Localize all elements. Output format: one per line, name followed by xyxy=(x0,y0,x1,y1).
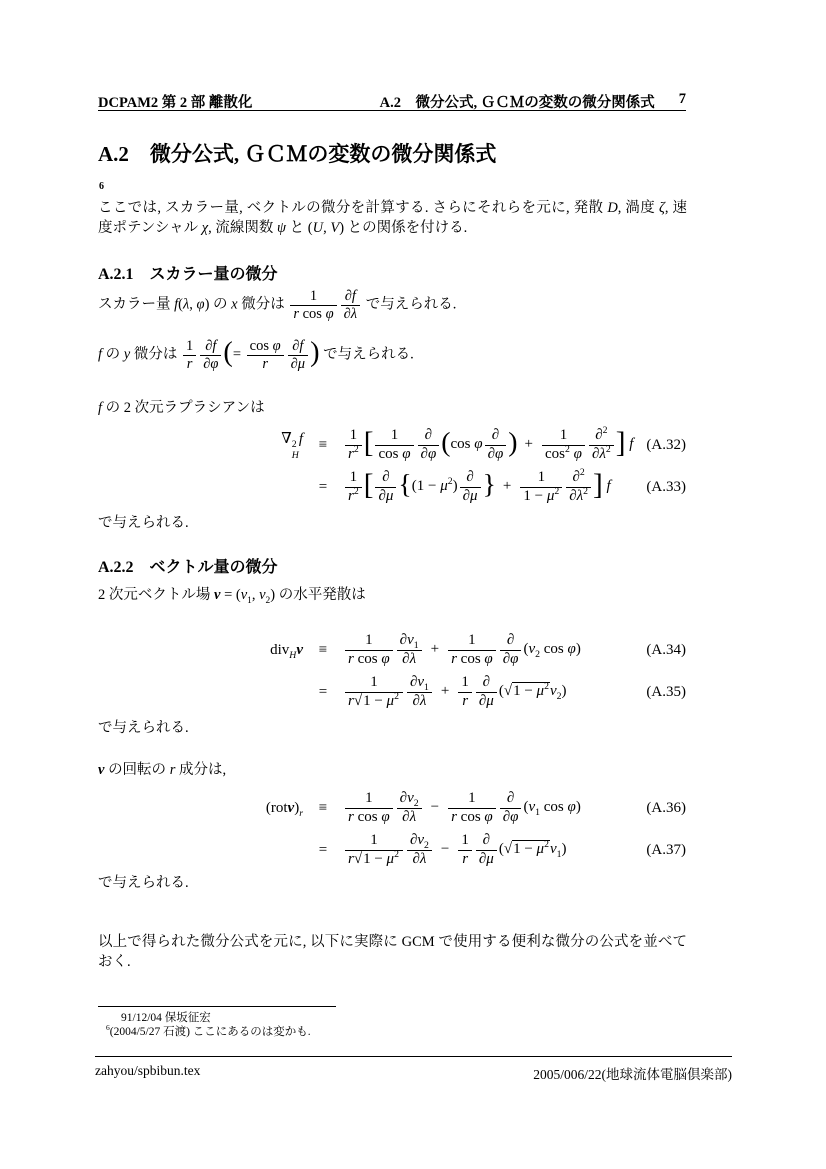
equation-number: (A.36) xyxy=(646,799,686,816)
header-right-group xyxy=(380,91,686,112)
section-title: A.2 微分公式, ＧＣＭの変数の微分関係式 xyxy=(98,142,497,166)
equation-number: (A.37) xyxy=(646,841,686,858)
footer-rule xyxy=(95,1056,732,1057)
header-left-title: DCPAM2 第 2 部 離散化 xyxy=(98,95,253,111)
equation-group-rotation xyxy=(98,787,686,871)
paragraph-divergence-intro: 2 次元ベクトル場 $v = (v_1$, $v_2$) の水平発散は xyxy=(98,587,366,606)
footnote-marker: 6 xyxy=(99,181,104,192)
paragraph-laplacian-intro: f の 2 次元ラプラシアンは xyxy=(98,400,265,416)
header-section-title: A.2 微分公式, ＧＣＭの変数の微分関係式 xyxy=(379,95,655,111)
equation-lhs: $(rotv)_r$ xyxy=(265,799,303,819)
paragraph-given-3: で与えられる. xyxy=(98,875,189,891)
subsection-heading-scalar: A.2.1 スカラー量の微分 xyxy=(98,266,278,283)
equation-relation: ≡ xyxy=(318,799,328,816)
paragraph-given-1: で与えられる. xyxy=(98,515,189,531)
intro-paragraph: ここでは, スカラー量, ベクトルの微分を計算する. さらにそれらを元に, 発散 D, 渦度 ζ, 速度ポテンシャル χ, 流線関数 ψ と (U, V) との関係を付ける. xyxy=(98,200,688,236)
equation-group-laplacian xyxy=(98,424,686,508)
page-footer xyxy=(95,1063,732,1083)
equation-number: (A.32) xyxy=(646,436,686,453)
equation-rhs: $\frac{1}{r^2}$ [ $\frac{1}{\text{cos φ}}$ ∂ ∂φ (cos φ ∂ ∂φ ) + $\frac{1}{\cos^2 \varphi}$ $\frac{\partial^2}{\partial\lambda^2}$ ] f xyxy=(343,427,646,463)
page-header xyxy=(98,91,686,112)
footnote-line-1: 91/12/04 保坂征宏 xyxy=(121,1012,211,1024)
equation-relation: = xyxy=(318,841,328,858)
equation-row-a37 xyxy=(98,829,686,871)
paragraph-rotation-intro: v の回転の r 成分は, xyxy=(98,762,227,778)
equation-number: (A.35) xyxy=(646,683,686,700)
equation-number: (A.34) xyxy=(646,641,686,658)
paragraph-scalar-y-derivative: f の y 微分は $\frac{1}{r}$ $\frac{\partial f}{\partial\varphi}$ (= $\frac{\text{cos φ}}{r}$ $\frac{\partial f}{\partial\mu}$ ) で与えられる. xyxy=(98,337,414,372)
equation-number: (A.33) xyxy=(646,478,686,495)
equation-relation: ≡ xyxy=(318,641,328,658)
footnote-line-2: $^6$(2004/5/27 石渡) ここにあるのは変かも. xyxy=(106,1023,311,1038)
equation-lhs: div$_H$v xyxy=(270,641,303,661)
equation-rhs: $\frac{1}{\text{r cos φ}}$ $\frac{\partial v_1}{\partial\lambda}$ + $\frac{1}{\text{r cos φ}}$ ∂ ∂φ ($v_2$ cos φ) xyxy=(343,632,646,668)
paragraph-given-2: で与えられる. xyxy=(98,720,189,736)
equation-relation: = xyxy=(318,478,328,495)
footer-filename: zahyou/spbibun.tex xyxy=(95,1063,201,1078)
equation-rhs: $\frac{1}{\text{r cos φ}}$ $\frac{\partial v_2}{\partial\lambda}$ − $\frac{1}{\text{r cos φ}}$ ∂ ∂φ ($v_1$ cos φ) xyxy=(343,790,646,826)
paragraph-scalar-x-derivative: スカラー量 f(λ, φ) の x 微分は $\frac{1}{\text{r cos φ}}$ $\frac{\partial f}{\partial\lambda}$ で与えられる. xyxy=(98,288,457,322)
equation-row-a34 xyxy=(98,629,686,671)
equation-rhs: $\frac{1}{r√1 - \mu^2}$ $\frac{\partial v_2}{\partial\lambda}$ − $\frac{1}{r}$ ∂ ∂μ $(√1 - \mu^2v_1)$ xyxy=(343,832,646,868)
equation-relation: = xyxy=(318,683,328,700)
closing-paragraph: 以上で得られた微分公式を元に, 以下に実際に GCM で使用する便利な微分の公式を並べておく. xyxy=(98,934,687,970)
equation-row-a36 xyxy=(98,787,686,829)
subsection-heading-vector: A.2.2 ベクトル量の微分 xyxy=(98,559,278,576)
equation-row-a33 xyxy=(98,466,686,508)
equation-relation: ≡ xyxy=(318,436,328,453)
equation-row-a35 xyxy=(98,671,686,713)
header-rule xyxy=(98,110,686,111)
equation-row-a32 xyxy=(98,424,686,466)
footer-date-credit: 2005/006/22(地球流体電脳倶楽部) xyxy=(533,1067,732,1082)
equation-lhs: ∇ 2 H f xyxy=(281,430,303,461)
footnote-rule xyxy=(98,1006,336,1007)
equation-rhs: $\frac{1}{r^2}$ [ ∂ ∂μ {$(1 - \mu^2)$ ∂ ∂μ } + $\frac{1}{1 - \mu^2}$ $\frac{\partial^2}{\partial\lambda^2}$ ] f xyxy=(343,469,646,505)
equation-rhs: $\frac{1}{r√1 - \mu^2}$ $\frac{\partial v_1}{\partial\lambda}$ + $\frac{1}{r}$ ∂ ∂μ $(√1 - \mu^2v_2)$ xyxy=(343,674,646,710)
equation-group-divergence xyxy=(98,629,686,713)
page-number: 7 xyxy=(678,91,686,107)
